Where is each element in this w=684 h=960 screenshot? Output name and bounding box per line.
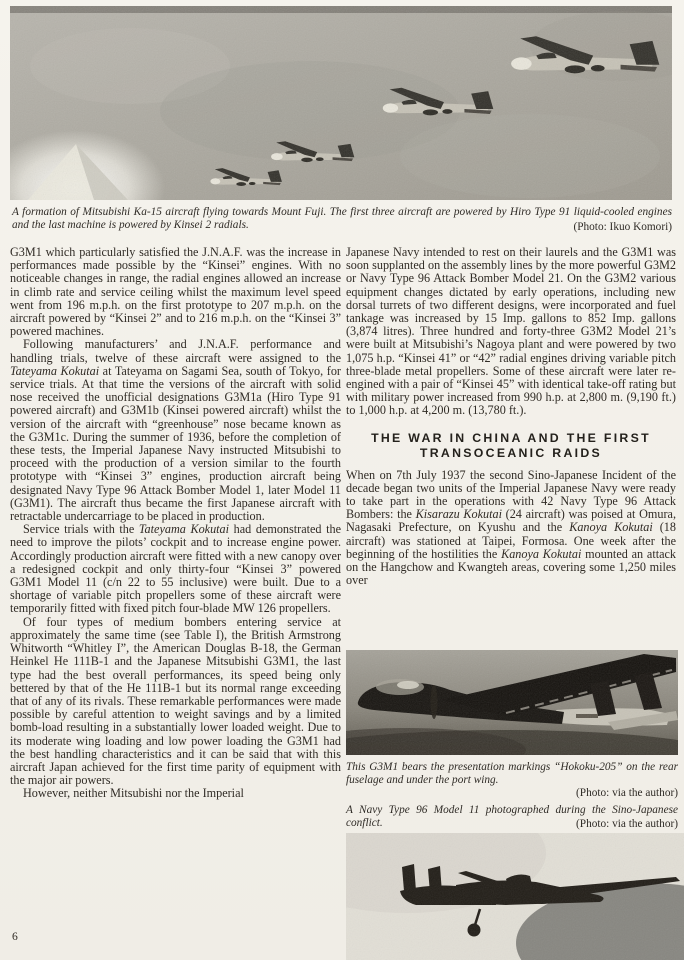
hokoku-205-photo [346, 650, 678, 755]
right-column-after-heading [346, 469, 676, 588]
section-heading-line1: THE WAR IN CHINA AND THE FIRST [371, 430, 651, 445]
page-number: 6 [12, 930, 18, 943]
caption-text: A formation of Mitsubishi Ka-15 aircraft flying towards Mount Fuji. The first three aircraft are powered by Hiro Type 91 liquid-cooled engines and the last machine is powered by Kinsei 2 radials. [12, 206, 672, 232]
right-column [346, 246, 676, 648]
photo-credit: (Photo: via the author) [576, 817, 678, 830]
photo-credit: (Photo: via the author) [576, 787, 678, 800]
paragraph: Japanese Navy intended to rest on their laurels and the G3M1 was soon supplanted on the assembly lines by the more powerful G3M2 or Navy Type 96 Attack Bomber Model 21. On the G3M2 various equipment changes dictated by early operations, including new dorsal turrets of two different designs, were incorporated and fuel tankage was increased by 15 Imp. gallons to 852 Imp. gallons (3,874 litres). Three hundred and forty-three G3M2 Model 21’s were built at Mitsubishi’s Nagoya plant and were powered by two 1,075 h.p. “Kinsei 41” or “42” radial engines driving variable pitch three-blade metal propellers. Some of these aircraft were later re-engined with a pair of “Kinsei 45” with identical take-off rating but with military power increased from 990 h.p. at 2,800 m. (9,190 ft.) to 1,000 h.p. at 4,200 m. (13,780 ft.). [346, 246, 676, 418]
formation-photo-caption [12, 206, 672, 234]
photo-credit: (Photo: Ikuo Komori) [573, 220, 672, 233]
paragraph: Service trials with the Tateyama Kokutai had demonstrated the need to improve the pilots’ cockpit and to increase engine power. Accordingly production aircraft were fitted with a new canopy over a redesigned cockpit and only thirty-four “Kinsei 3” powered G3M1 Model 11 (c/n 22 to 55 inclusive) were built. Due to a shortage of variable pitch propellers some of these aircraft were temporarily fitted with fixed pitch four-blade MW 126 propellers. [10, 522, 341, 616]
paragraph: Of four types of medium bombers entering service at approximately the same time (see Table I), the British Armstrong Whitworth “Whitley I”, the American Douglas B-18, the German Heinkel He 111B-1 and the Japanese Mitsubishi G3M1, the last type had the best overall performances, its speed being only bettered by that of the He 111B-1 but its normal range exceeding that of any of its rivals. These remarkable performances were made possible by careful attention to weight savings and by a limited bomb-load resulting in a substantially lower loaded weight. Due to its moderate wing loading and low power loading the G3M1 had the best handling characteristics and it can be said that with this aircraft Japan achieved for the first time parity of equipment with the major air powers. [10, 614, 341, 788]
paragraph: Following manufacturers’ and J.N.A.F. performance and handling trials, twelve of these aircraft were assigned to the Tateyama Kokutai at Tateyama on Sagami Sea, south of Tokyo, for service trials. At that time the versions of the aircraft with solid nose received the unofficial designations G3M1a (Hiro Type 91 powered aircraft) and G3M1b (Kinsei powered aircraft) whilst the version of the aircraft with “greenhouse” nose became known as the G3M1c. During the summer of 1936, before the completion of these tests, the Imperial Japanese Navy instructed Mitsubishi to proceed with the production of a version similar to the fourth prototype with “Kinsei 3” engines, production aircraft being designated Navy Type 96 Attack Bomber Model 1, later Model 11 (G3M1). The aircraft thus became the first Japanese aircraft with retractable undercarriage to be placed in production. [10, 337, 341, 524]
paragraph: When on 7th July 1937 the second Sino-Japanese Incident of the decade began two units of the Imperial Japanese Navy were ready to take part in the operations with 42 Navy Type 96 Attack Bombers: the Kisarazu Kokutai (24 aircraft) was poised at Omura, Nagasaki Prefecture, on Kyushu and the Kanoya Kokutai (18 aircraft) was stationed at Taipei, Formosa. One week after the beginning of the hostilities the Kanoya Kokutai mounted an attack on the Hangchow and Kwangteh areas, covering some 1,250 miles over [346, 467, 676, 588]
hokoku-photo-caption [346, 761, 678, 801]
section-heading-line2: TRANSOCEANIC RAIDS [419, 445, 603, 460]
section-heading [346, 431, 676, 461]
paragraph: However, neither Mitsubishi nor the Imperial [23, 786, 244, 801]
left-column [10, 246, 341, 934]
model11-photo-caption [346, 804, 678, 831]
caption-text: This G3M1 bears the presentation markings “Hokoku-205” on the rear fuselage and under the port wing. [346, 761, 678, 787]
formation-photo [10, 6, 672, 200]
caption-text: A Navy Type 96 Model 11 photographed during the Sino-Japanese conflict. [346, 804, 678, 830]
model11-photo [346, 833, 684, 960]
right-column-top [346, 246, 676, 418]
paragraph: G3M1 which particularly satisfied the J.N.A.F. was the increase in performances made possible by the “Kinsei” engines. With no noticeable changes in range, the radial engines allowed an increase in climb rate and service ceiling whilst the maximum level speed went from 196 m.p.h. on the first prototype to 207 m.p.h. on the aircraft powered by “Kinsei 2” and to 216 m.p.h. on the “Kinsei 3” powered machines. [10, 246, 341, 339]
